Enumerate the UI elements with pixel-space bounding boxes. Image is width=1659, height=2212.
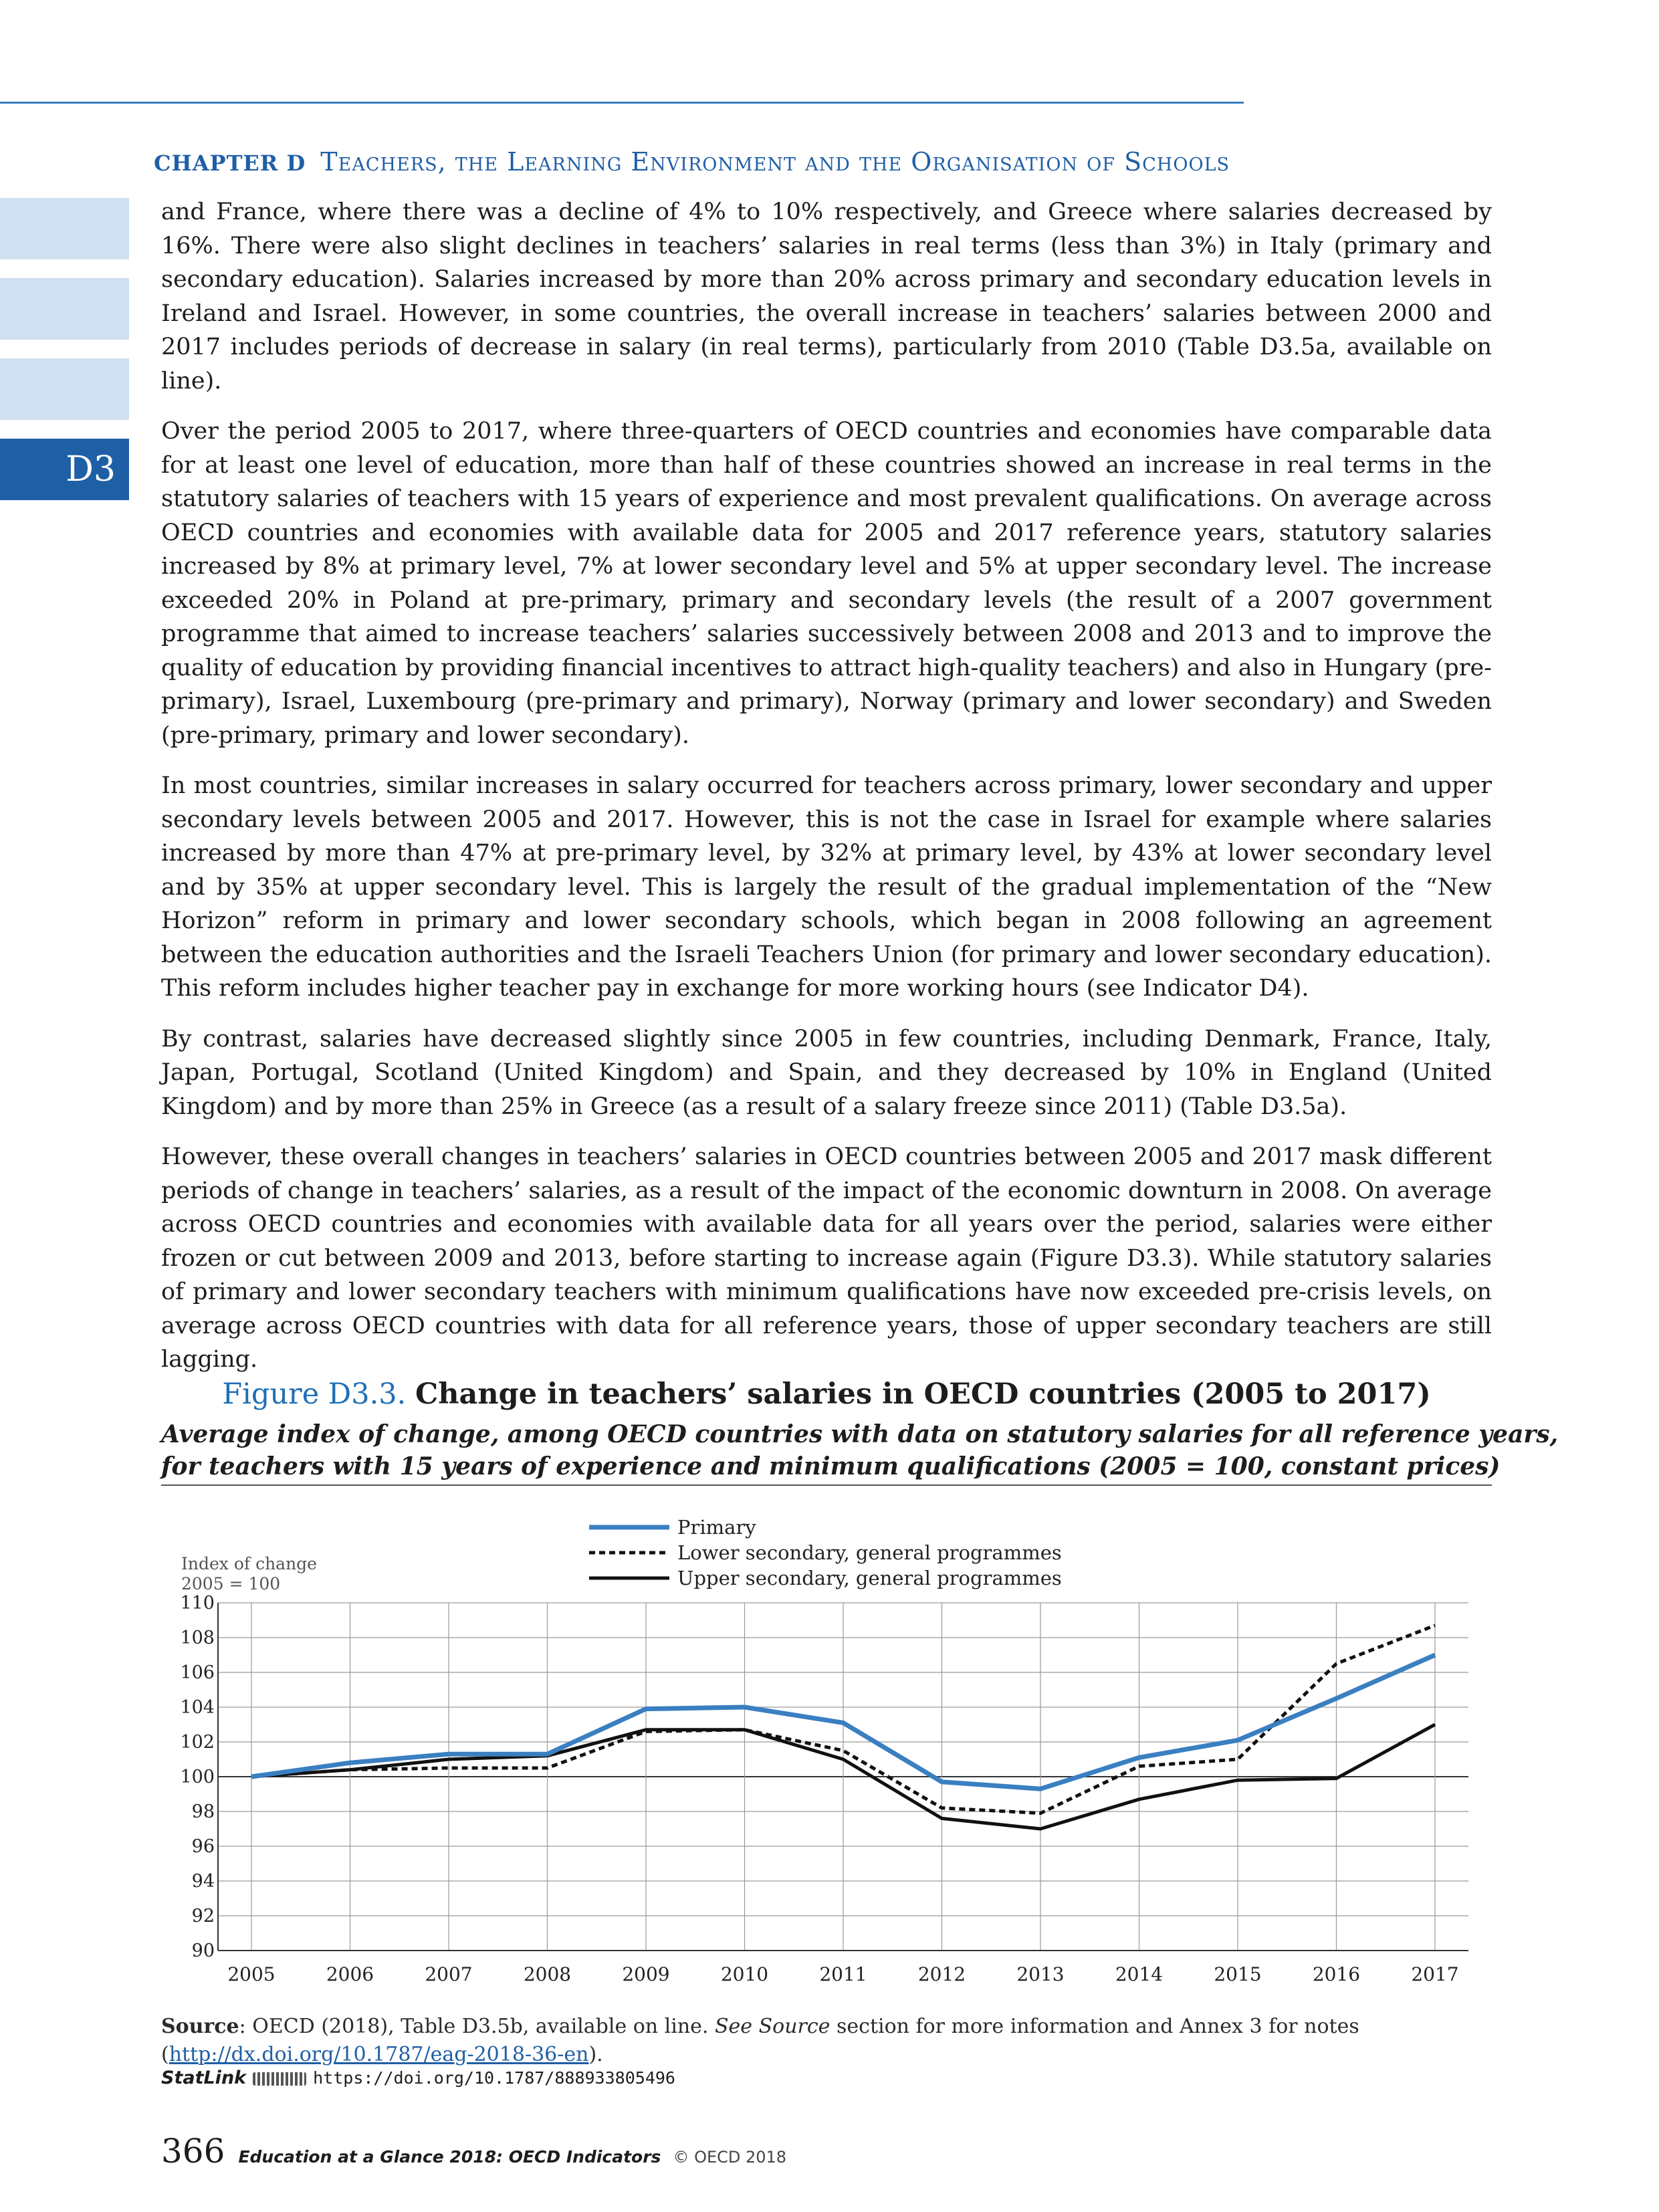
x-tick-label: 2012 (917, 1963, 966, 1985)
y-tick-label: 110 (180, 1593, 215, 1614)
source-label: Source (161, 2015, 239, 2038)
y-tick-label: 94 (191, 1871, 215, 1892)
y-tick-label: 92 (191, 1906, 215, 1926)
statlink-icon (253, 2072, 306, 2086)
statlink-label: StatLink (161, 2068, 247, 2088)
source-italic: Source (758, 2015, 831, 2038)
data-point (646, 1731, 647, 1732)
source-link[interactable]: http://dx.doi.org/10.1787/eag-2018-36-en (169, 2043, 589, 2066)
data-point (1336, 1778, 1337, 1779)
x-tick-label: 2014 (1115, 1963, 1164, 1985)
paragraph: By contrast, salaries have decreased slightly since 2005 in few countries, including Denmark, France, Italy, Japan, Portugal, Scotland (United Kingdom) and Spain, and they decreased by 10% in England (United Kingdom) and by more than 25% in Greece (as a result of a salary freeze since 2011) (Table D3.5a). (161, 1025, 1492, 1120)
source-note (161, 2013, 1492, 2069)
source-closing: ). (588, 2043, 603, 2066)
paragraph: In most countries, similar increases in salary occurred for teachers across primary, lower secondary and upper secondary levels between 2005 and 2017. However, this is not the case in Israel for example where salaries increased by more than 47% at pre-primary level, by 32% at primary level, by 43% at lower secondary level and by 35% at upper secondary level. This is largely the result of the gradual implementation of the “New Horizon” reform in primary and lower secondary schools, which began in 2008 following an agreement between the education authorities and the Israeli Teachers Union (for primary and lower secondary education). This reform includes higher teacher pay in exchange for more working hours (see Indicator D4). (161, 772, 1492, 1002)
y-axis-label-line1: Index of change (181, 1554, 317, 1573)
x-tick-label: 2005 (227, 1963, 275, 1985)
data-point (1435, 1655, 1436, 1656)
data-point (744, 1707, 745, 1708)
legend-label: Primary (677, 1516, 756, 1539)
x-tick-label: 2016 (1312, 1963, 1361, 1985)
figure-number: Figure D3.3. (222, 1377, 407, 1411)
statlink (161, 2068, 675, 2088)
y-tick-label: 104 (180, 1697, 215, 1718)
side-tab-placeholder-3 (0, 358, 129, 420)
x-tick-label: 2007 (425, 1963, 473, 1985)
x-tick-label: 2015 (1214, 1963, 1262, 1985)
y-tick-label: 98 (191, 1801, 215, 1822)
header-rule (0, 102, 1244, 104)
data-point (744, 1729, 745, 1730)
x-tick-label: 2011 (819, 1963, 867, 1985)
copyright: © OECD 2018 (673, 2148, 787, 2167)
page-footer (161, 2132, 786, 2171)
y-tick-label: 108 (180, 1628, 215, 1648)
y-axis-label-line2: 2005 = 100 (181, 1574, 281, 1593)
chapter-title: Teachers, the Learning Environment and the Organisation of Schools (320, 147, 1230, 177)
source-see: See (715, 2015, 759, 2038)
chapter-label: CHAPTER D (154, 150, 306, 176)
paragraph: and France, where there was a decline of 4% to 10% respectively, and Greece where salaries decreased by 16%. There were also slight declines in teachers’ salaries in real terms (less than 3%) in Italy (primary and secondary education). Salaries increased by more than 20% across primary and secondary education levels in Ireland and Israel. However, in some countries, the overall increase in teachers’ salaries between 2000 and 2017 includes periods of decrease in salary (in real terms), particularly from 2010 (Table D3.5a, available on line). (161, 199, 1492, 395)
chart-svg (161, 1486, 1492, 2014)
source-text-after: section for more information and Annex 3 for notes ( (161, 2015, 1359, 2066)
data-point (843, 1759, 844, 1760)
statlink-url[interactable]: https://doi.org/10.1787/888933805496 (313, 2068, 675, 2088)
chapter-heading (154, 147, 1230, 177)
x-tick-label: 2006 (326, 1963, 374, 1985)
page-header (0, 72, 1659, 177)
x-tick-label: 2017 (1411, 1963, 1459, 1985)
legend-label: Upper secondary, general programmes (677, 1567, 1062, 1589)
x-tick-label: 2008 (523, 1963, 572, 1985)
paragraph: However, these overall changes in teachers’ salaries in OECD countries between 2005 and 2017 mask different periods of change in teachers’ salaries, as a result of the impact of the economic downturn in 2008. On average across OECD countries and economies with available data for all years over the period, salaries were either frozen or cut between 2009 and 2013, before starting to increase again (Figure D3.3). While statutory salaries of primary and lower secondary teachers with minimum qualifications have now exceeded pre-crisis levels, on average across OECD countries with data for all reference years, those of upper secondary teachers are still lagging. (161, 1143, 1492, 1373)
figure-subtitle-line1: Average index of change, among OECD countries with data on statutory salaries for all reference years, (161, 1420, 1559, 1448)
salary-index-chart (161, 1486, 1492, 2014)
publication-title: Education at a Glance 2018: OECD Indicators (238, 2147, 661, 2167)
legend-label: Lower secondary, general programmes (677, 1541, 1062, 1564)
data-point (1040, 1829, 1041, 1830)
paragraph: Over the period 2005 to 2017, where three-quarters of OECD countries and economies have comparable data for at least one level of education, more than half of these countries showed an increase in real terms in the statutory salaries of teachers with 15 years of experience and most prevalent qualifications. On average across OECD countries and economies with available data for 2005 and 2017 reference years, statutory salaries increased by 8% at primary level, 7% at lower secondary level and 5% at upper secondary level. The increase exceeded 20% in Poland at pre-primary, primary and secondary levels (the result of a 2007 government programme that aimed to increase teachers’ salaries successively between 2008 and 2013 and to improve the quality of education by providing financial incentives to attract high-quality teachers) and also in Hungary (pre-primary), Israel, Luxembourg (pre-primary and primary), Norway (primary and lower secondary) and Sweden (pre-primary, primary and lower secondary). (161, 418, 1492, 749)
data-point (1435, 1625, 1436, 1626)
figure-name: Change in teachers’ salaries in OECD countries (2005 to 2017) (415, 1377, 1431, 1411)
side-tab-placeholder-1 (0, 198, 129, 259)
data-point (547, 1768, 548, 1769)
x-tick-label: 2009 (622, 1963, 670, 1985)
y-tick-label: 96 (191, 1836, 215, 1857)
y-tick-label: 102 (180, 1732, 215, 1753)
data-point (547, 1754, 548, 1755)
y-tick-label: 90 (191, 1941, 215, 1961)
source-text: : OECD (2018), Table D3.5b, available on line. (239, 2015, 715, 2038)
figure-title (161, 1377, 1492, 1411)
y-tick-label: 106 (180, 1662, 215, 1683)
data-point (1336, 1698, 1337, 1699)
data-point (646, 1708, 647, 1709)
side-tab-d3: D3 (0, 439, 129, 500)
x-tick-label: 2013 (1016, 1963, 1065, 1985)
side-tab-placeholder-2 (0, 278, 129, 340)
page-number: 366 (161, 2132, 225, 2171)
y-tick-label: 100 (180, 1767, 215, 1787)
body-text (161, 195, 1492, 1394)
figure-subtitle-line2: for teachers with 15 years of experience and minimum qualifications (2005 = 100, constant prices) (161, 1452, 1501, 1480)
x-tick-label: 2010 (720, 1963, 769, 1985)
